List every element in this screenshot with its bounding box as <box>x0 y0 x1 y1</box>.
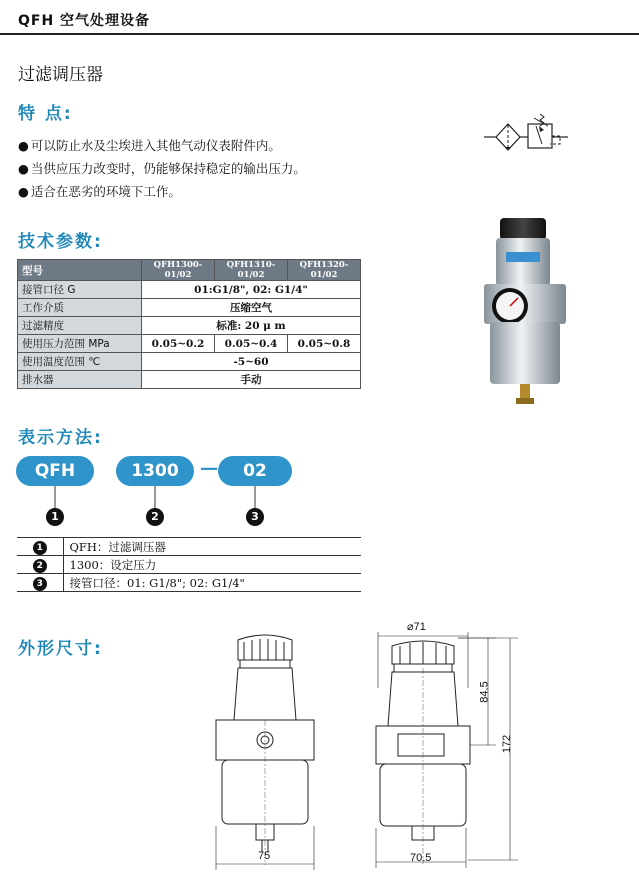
spec-label: 排水器 <box>18 371 142 389</box>
dimension-diameter: ⌀71 <box>407 621 426 633</box>
legend-text: QFH：过滤调压器 <box>63 538 361 556</box>
spec-value: 0.05~0.4 <box>215 335 288 353</box>
dimension-width-side: 70.5 <box>410 852 432 864</box>
table-row <box>18 353 361 371</box>
table-row <box>18 335 361 353</box>
table-row <box>18 281 361 299</box>
specs-heading: 技术参数: <box>18 232 103 252</box>
notation-number-badge: 1 <box>46 508 64 526</box>
spec-value: 0.05~0.8 <box>288 335 361 353</box>
spec-label: 过滤精度 <box>18 317 142 335</box>
notation-heading: 表示方法: <box>18 428 103 448</box>
dimension-height-upper: 84.5 <box>478 681 491 703</box>
spec-label: 接管口径 G <box>18 281 142 299</box>
feature-item: ● 适合在恶劣的环境下工作。 <box>18 180 306 203</box>
legend-number-badge: 1 <box>33 541 47 555</box>
notation-part-pressure: 1300 <box>116 456 194 486</box>
feature-item: ● 可以防止水及尘埃进入其他气动仪表附件内。 <box>18 134 306 157</box>
legend-text: 接管口径：01: G1/8"; 02: G1/4" <box>63 574 361 592</box>
spec-table <box>17 259 361 389</box>
product-title: 过滤调压器 <box>18 65 103 85</box>
table-row <box>18 371 361 389</box>
product-photo <box>470 212 580 417</box>
filter-regulator-symbol-icon <box>482 112 572 162</box>
notation-number-badge: 2 <box>146 508 164 526</box>
features-heading: 特 点: <box>18 104 73 124</box>
notation-separator: — <box>200 458 218 479</box>
table-row <box>18 317 361 335</box>
legend-number-badge: 3 <box>33 577 47 591</box>
notation-connectors <box>40 486 280 510</box>
table-row <box>18 299 361 317</box>
table-row <box>17 574 361 592</box>
notation-number-badge: 3 <box>246 508 264 526</box>
spec-value: -5~60 <box>142 353 361 371</box>
notation-part-port: 02 <box>218 456 292 486</box>
spec-col-header: QFH1310-01/02 <box>215 260 288 281</box>
spec-value: 压缩空气 <box>142 299 361 317</box>
dimension-height-total: 172 <box>501 734 514 754</box>
notation-legend <box>17 537 361 592</box>
features-list <box>18 134 306 203</box>
legend-number-badge: 2 <box>33 559 47 573</box>
spec-label: 使用温度范围 ℃ <box>18 353 142 371</box>
table-row <box>17 556 361 574</box>
header-divider <box>0 33 639 35</box>
spec-label: 工作介质 <box>18 299 142 317</box>
front-view-drawing <box>200 630 330 880</box>
notation-part-series: QFH <box>16 456 94 486</box>
dimensions-heading: 外形尺寸: <box>18 639 103 659</box>
feature-item: ● 当供应压力改变时，仍能够保持稳定的输出压力。 <box>18 157 306 180</box>
spec-header-row <box>18 260 361 281</box>
spec-value: 标准: 20 μ m <box>142 317 361 335</box>
dimension-width-front: 75 <box>258 850 271 862</box>
spec-col-header: 型号 <box>18 260 142 281</box>
spec-value: 0.05~0.2 <box>142 335 215 353</box>
spec-col-header: QFH1300-01/02 <box>142 260 215 281</box>
spec-label: 使用压力范围 MPa <box>18 335 142 353</box>
header-title: QFH 空气处理设备 <box>18 13 151 29</box>
spec-value: 手动 <box>142 371 361 389</box>
spec-value: 01:G1/8", 02: G1/4" <box>142 281 361 299</box>
legend-text: 1300：设定压力 <box>63 556 361 574</box>
table-row <box>17 538 361 556</box>
spec-col-header: QFH1320-01/02 <box>288 260 361 281</box>
